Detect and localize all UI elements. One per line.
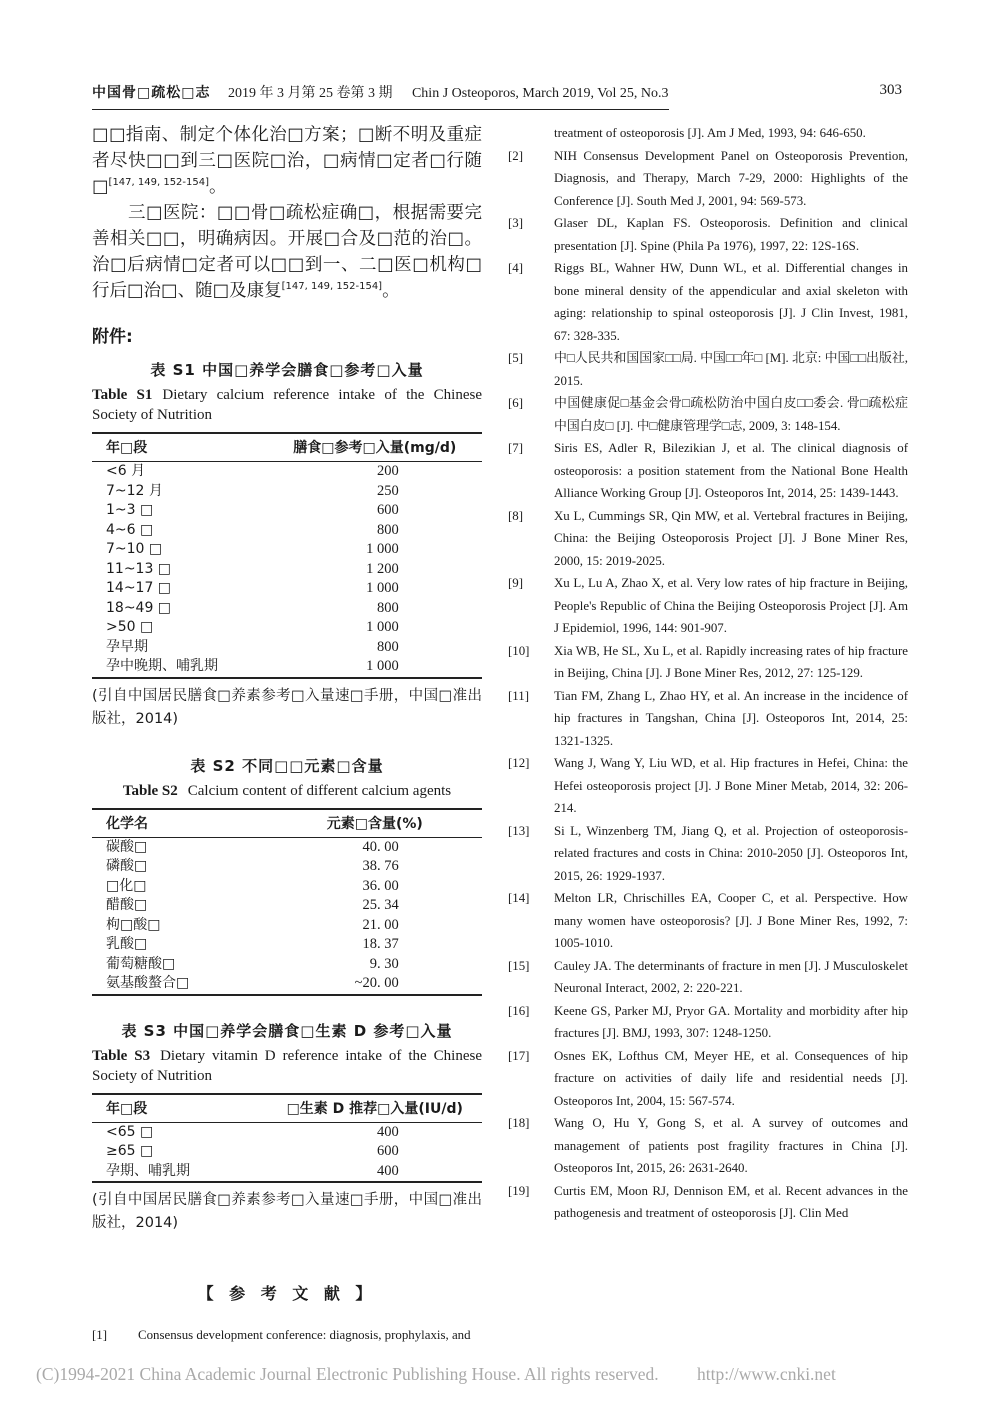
table-s2-head — [92, 809, 482, 838]
value-cell — [268, 1142, 483, 1162]
value-cell — [268, 638, 483, 658]
value-cell — [268, 618, 483, 638]
chemical-name-cell: 碳酸□ — [106, 838, 148, 855]
page-number: 303 — [879, 82, 902, 98]
reference-text: Wang O, Hu Y, Gong S, et al. A survey of outcomes and management of patients post fragility fractures in China [J]. Osteoporos Int, 2015, 26: 2631-2640. — [554, 1116, 908, 1175]
right-column — [508, 122, 908, 1347]
reference-text: Xu L, Lu A, Zhao X, et al. Very low rates of hip fracture in Beijing, People's Republic of China the Beijing Osteoporosis Project [J]. Am J Epidemiol, 1996, 144: 901-907. — [554, 576, 908, 635]
table-s1-section — [92, 359, 482, 731]
value-number: 40. 00 — [362, 838, 399, 855]
reference-text: Si L, Winzenberg TM, Jiang Q, et al. Projection of osteoporosis-related fractures and costs in China: 2010-2050 [J]. Osteoporos Int, 2015, 26: 1929-1937. — [554, 823, 908, 883]
value-number: 38. 76 — [362, 858, 399, 874]
value-cell — [268, 916, 483, 936]
two-column-body — [92, 122, 908, 1347]
age-group-cell: 4~6 □ — [106, 521, 154, 538]
table-s2-caption-zh: 表 S2 不同□□元素□含量 — [190, 756, 384, 775]
value-cell — [268, 935, 483, 955]
reference-number: [14] — [508, 891, 530, 905]
age-group-cell: <65 □ — [106, 1123, 154, 1140]
value-cell — [268, 955, 483, 975]
reference-text: Tian FM, Zhang L, Zhao HY, et al. An increase in the incidence of hip fractures in Tangshan, China [J]. Osteoporos Int, 2014, 25: 1321-1325. — [554, 688, 908, 748]
table-row — [92, 916, 482, 936]
reference-text: Keene GS, Parker MJ, Pryor GA. Mortality and morbidity after hip fractures [J]. BMJ, 1993, 307: 1248-1250. — [554, 1003, 908, 1040]
age-group-cell: 1~3 □ — [106, 502, 154, 518]
reference-item — [508, 145, 908, 213]
reference-item — [508, 887, 908, 955]
table-row — [92, 540, 482, 560]
value-cell — [268, 1122, 483, 1142]
table-row — [92, 599, 482, 619]
left-column — [92, 122, 482, 1347]
table-row — [92, 501, 482, 521]
chemical-name-cell: 磷酸□ — [106, 858, 148, 874]
column-header-age: 年□段 — [92, 1094, 268, 1123]
paragraph-tertiary-hospital — [92, 200, 482, 304]
age-group-cell: >50 □ — [106, 619, 154, 635]
table-s3-caption-en — [92, 1046, 482, 1086]
cnki-url: http://www.cnki.net — [696, 1364, 836, 1384]
age-group-cell: 11~13 □ — [106, 560, 172, 577]
value-cell — [268, 837, 483, 857]
age-group-cell: 18~49 □ — [106, 599, 172, 616]
table-row — [92, 560, 482, 580]
reference-item — [92, 1324, 482, 1347]
table-row — [92, 1162, 482, 1183]
table-row — [92, 657, 482, 678]
value-number: 18. 37 — [362, 936, 399, 952]
reference-number: [3] — [508, 216, 524, 230]
value-cell — [268, 974, 483, 995]
table-row — [92, 857, 482, 877]
chemical-name-cell: 氨基酸螯合□ — [106, 975, 190, 991]
reference-text: Xia WB, He SL, Xu L, et al. Rapidly increasing rates of hip fracture in Beijing, China [J]. J Bone Miner Res, 2012, 27: 125-129. — [554, 643, 908, 680]
table-s2-caption-text: Calcium content of different calcium agents — [187, 782, 452, 799]
reference-number: [19] — [508, 1183, 530, 1198]
chemical-name-cell: 乳酸□ — [106, 936, 148, 952]
chemical-name-cell: 醋酸□ — [106, 897, 148, 913]
paragraph-tail: 。 — [382, 281, 400, 301]
table-row — [92, 579, 482, 599]
table-s3-body — [92, 1122, 482, 1182]
chemical-name-cell: □化□ — [106, 877, 147, 894]
age-group-cell: <6 月 — [106, 463, 146, 479]
reference-number: [7] — [508, 441, 524, 455]
table-row — [92, 462, 482, 482]
value-cell — [268, 599, 483, 619]
reference-number: [18] — [508, 1116, 530, 1130]
value-number: 1 000 — [366, 619, 399, 635]
table-row — [92, 974, 482, 995]
table-row — [92, 1142, 482, 1162]
age-group-cell: 7~12 月 — [106, 482, 163, 499]
citation-superscript: [147, 149, 152-154] — [281, 281, 383, 293]
table-row — [92, 877, 482, 897]
age-group-cell: 孕早期 — [106, 638, 148, 655]
value-number: 1 000 — [366, 658, 399, 674]
reference-text: Glaser DL, Kaplan FS. Osteoporosis. Definition and clinical presentation [J]. Spine (Phila Pa 1976), 1997, 22: 12S-16S. — [554, 216, 908, 253]
age-group-cell: 孕期、哺乳期 — [106, 1162, 190, 1179]
copyright-footer — [36, 1364, 836, 1385]
table-row — [92, 618, 482, 638]
reference-text: Curtis EM, Moon RJ, Dennison EM, et al. Recent advances in the pathogenesis and treatment of osteoporosis [J]. Clin Med — [554, 1183, 908, 1220]
reference-item — [508, 955, 908, 1000]
reference-item — [508, 640, 908, 685]
reference-item — [508, 1000, 908, 1045]
journal-title-zh: 中国骨□疏松□志 — [92, 85, 211, 101]
reference-number: [4] — [508, 261, 524, 275]
value-cell — [268, 857, 483, 877]
value-number: 250 — [377, 482, 399, 499]
reference-item — [508, 347, 908, 392]
reference-item — [508, 820, 908, 888]
paragraph-text: □□指南、制定个体化治□方案；□断不明及重症者尽快□□到三□医院□治，□病情□定者□行随□ — [92, 125, 482, 197]
reference-number: [6] — [508, 396, 524, 410]
reference-item — [508, 257, 908, 347]
value-number: 600 — [377, 502, 399, 518]
age-group-cell: ≥65 □ — [106, 1143, 154, 1159]
citation-superscript: [147, 149, 152-154] — [108, 177, 210, 189]
value-number: 400 — [377, 1123, 399, 1140]
value-number: 9. 30 — [369, 955, 399, 972]
table-row — [92, 935, 482, 955]
chemical-name-cell: 枸□酸□ — [106, 916, 161, 933]
value-number: ~20. 00 — [354, 975, 399, 991]
value-number: 800 — [377, 599, 399, 616]
table-s2-body — [92, 837, 482, 995]
reference-number: [13] — [508, 823, 530, 838]
value-cell — [268, 521, 483, 541]
value-number: 25. 34 — [362, 897, 399, 913]
value-number: 1 000 — [366, 541, 399, 557]
table-s3-caption-text: Dietary vitamin D reference intake of the Chinese Society of Nutrition — [92, 1047, 482, 1084]
reference-number: [8] — [508, 508, 524, 523]
reference-item — [508, 685, 908, 753]
value-number: 800 — [377, 638, 399, 655]
table-row — [92, 837, 482, 857]
value-cell — [268, 657, 483, 678]
reference-text: Riggs BL, Wahner HW, Dunn WL, et al. Differential changes in bone mineral density of the appendicular and axial skeleton with aging: relationship to spinal osteoporosis [J]. J Clin Invest, 1981, 67: 328-335. — [554, 261, 908, 343]
reference-text: NIH Consensus Development Panel on Osteoporosis Prevention, Diagnosis, and Therapy, March 7-29, 2000: Highlights of the Conference [J]. South Med J, 2001, 94: 569-573. — [554, 148, 908, 208]
value-number: 400 — [377, 1162, 399, 1179]
journal-title-en: Chin J Osteoporos, March 2019, Vol 25, No.3 — [411, 86, 669, 101]
copyright-text: (C)1994-2021 China Academic Journal Electronic Publishing House. All rights reserved. — [36, 1364, 659, 1384]
reference-text: 中□人民共和国国家□□局. 中国□□年□ [M]. 北京: 中国□□出版社, 2015. — [554, 351, 908, 388]
reference-text: Cauley JA. The determinants of fracture in men [J]. J Musculoskelet Neuronal Interact, 2002, 2: 220-221. — [554, 958, 908, 995]
reference-number: [5] — [508, 351, 524, 365]
reference-number: [2] — [508, 148, 524, 163]
column-header-intake: 膳食□参考□入量(mg/d) — [268, 433, 483, 462]
reference-continuation: treatment of osteoporosis [J]. Am J Med, 1993, 94: 646-650. — [554, 126, 866, 140]
table-s1-caption-en — [92, 385, 482, 425]
table-s3-head — [92, 1094, 482, 1123]
references-heading: 【 参 考 文 献 】 — [197, 1284, 377, 1303]
column-header-chemical: 化学名 — [92, 809, 268, 838]
value-cell — [268, 482, 483, 502]
age-group-cell: 孕中晚期、哺乳期 — [106, 658, 218, 674]
value-number: 36. 00 — [362, 877, 399, 894]
table-s1-label: Table S1 — [92, 387, 153, 403]
reference-item — [508, 572, 908, 640]
appendix-label: 附件: — [92, 327, 133, 347]
table-s3-label: Table S3 — [92, 1047, 151, 1064]
reference-number: [10] — [508, 643, 530, 658]
table-s1 — [92, 432, 482, 679]
table-s1-body — [92, 462, 482, 678]
table-row — [92, 482, 482, 502]
reference-item — [508, 392, 908, 437]
paragraph-triage — [92, 122, 482, 200]
age-group-cell: 14~17 □ — [106, 580, 172, 596]
page-header — [92, 82, 908, 110]
reference-number: [9] — [508, 576, 524, 590]
reference-item — [508, 505, 908, 573]
value-cell — [268, 579, 483, 599]
table-s3 — [92, 1093, 482, 1184]
reference-text: Siris ES, Adler R, Bilezikian J, et al. The clinical diagnosis of osteoporosis: a position statement from the National Bone Health Alliance Working Group [J]. Osteoporos Int, 2014, 25: 1439-1443. — [554, 441, 908, 500]
column-header-content: 元素□含量(%) — [268, 809, 483, 838]
reference-number: [17] — [508, 1048, 530, 1063]
reference-text: Wang J, Wang Y, Liu WD, et al. Hip fractures in Hefei, China: the Hefei osteoporosis project [J]. J Bone Miner Metab, 2014, 32: 206-214. — [554, 756, 908, 815]
reference-item — [508, 212, 908, 257]
value-number: 21. 00 — [362, 916, 399, 933]
reference-list — [508, 145, 908, 1225]
table-row — [92, 1122, 482, 1142]
value-cell — [268, 896, 483, 916]
reference-text: Melton LR, Chrischilles EA, Cooper C, et al. Perspective. How many women have osteoporosis? [J]. J Bone Miner Res, 1992, 7: 1005-1010. — [554, 891, 908, 950]
value-cell — [268, 462, 483, 482]
paragraph-tail: 。 — [209, 177, 227, 197]
table-row — [92, 638, 482, 658]
column-header-vitamin-d: □生素 D 推荐□入量(IU/d) — [268, 1094, 483, 1123]
paragraph-text: 三□医院：□□骨□疏松症确□，根据需要完善相关□□，明确病因。开展□合及□范的治□。治□后病情□定者可以□□到一、二□医□机构□行后□治□、随□及康复 — [92, 203, 482, 301]
value-number: 600 — [377, 1143, 399, 1159]
table-s1-caption-text: Dietary calcium reference intake of the Chinese Society of Nutrition — [92, 387, 482, 423]
reference-number: [1] — [92, 1328, 108, 1342]
table-s2-section — [92, 755, 482, 996]
journal-issue: 2019 年 3 月第 25 卷第 3 期 — [227, 86, 393, 101]
reference-item — [508, 752, 908, 820]
value-cell — [268, 560, 483, 580]
value-cell — [268, 877, 483, 897]
reference-text: 中国健康促□基金会骨□疏松防治中国白皮□□委会. 骨□疏松症中国白皮□ [J]. 中□健康管理学□志, 2009, 3: 148-154. — [554, 396, 908, 433]
table-s3-caption-zh: 表 S3 中国□养学会膳食□生素 D 参考□入量 — [121, 1021, 453, 1040]
reference-number: [11] — [508, 688, 529, 703]
column-header-age: 年□段 — [92, 433, 268, 462]
table-s2-caption-en — [92, 781, 482, 801]
reference-item — [508, 1180, 908, 1225]
table-s1-head — [92, 433, 482, 462]
table-s1-caption-zh: 表 S1 中国□养学会膳食□参考□入量 — [150, 361, 424, 379]
reference-number: [12] — [508, 756, 530, 770]
table-s3-section — [92, 1020, 482, 1236]
value-number: 800 — [377, 521, 399, 538]
reference-text: Osnes EK, Lofthus CM, Meyer HE, et al. Consequences of hip fracture on activities of daily life and residential needs [J]. Osteoporos Int, 2004, 15: 567-574. — [554, 1048, 908, 1108]
value-cell — [268, 501, 483, 521]
value-cell — [268, 1162, 483, 1183]
reference-item — [508, 437, 908, 505]
reference-item — [508, 1112, 908, 1180]
value-number: 1 000 — [366, 580, 399, 596]
value-cell — [268, 540, 483, 560]
chemical-name-cell: 葡萄糖酸□ — [106, 955, 176, 972]
table-s1-footnote: (引自中国居民膳食□养素参考□入量速□手册，中国□准出版社，2014) — [92, 687, 482, 727]
table-row — [92, 521, 482, 541]
table-s2-label: Table S2 — [122, 782, 178, 799]
running-head — [92, 82, 669, 110]
table-row — [92, 896, 482, 916]
value-number: 200 — [377, 463, 399, 479]
table-row — [92, 955, 482, 975]
table-s2 — [92, 808, 482, 996]
reference-text: Consensus development conference: diagnosis, prophylaxis, and — [138, 1328, 471, 1342]
age-group-cell: 7~10 □ — [106, 541, 163, 557]
reference-number: [15] — [508, 958, 530, 973]
reference-item — [508, 1045, 908, 1113]
table-s3-footnote: (引自中国居民膳食□养素参考□入量速□手册，中国□准出版社，2014) — [92, 1192, 482, 1231]
reference-text: Xu L, Cummings SR, Qin MW, et al. Vertebral fractures in Beijing, China: the Beijing Osteoporosis Project [J]. J Bone Miner Res, 2000, 15: 2019-2025. — [554, 508, 908, 568]
reference-number: [16] — [508, 1003, 530, 1018]
value-number: 1 200 — [366, 560, 399, 577]
